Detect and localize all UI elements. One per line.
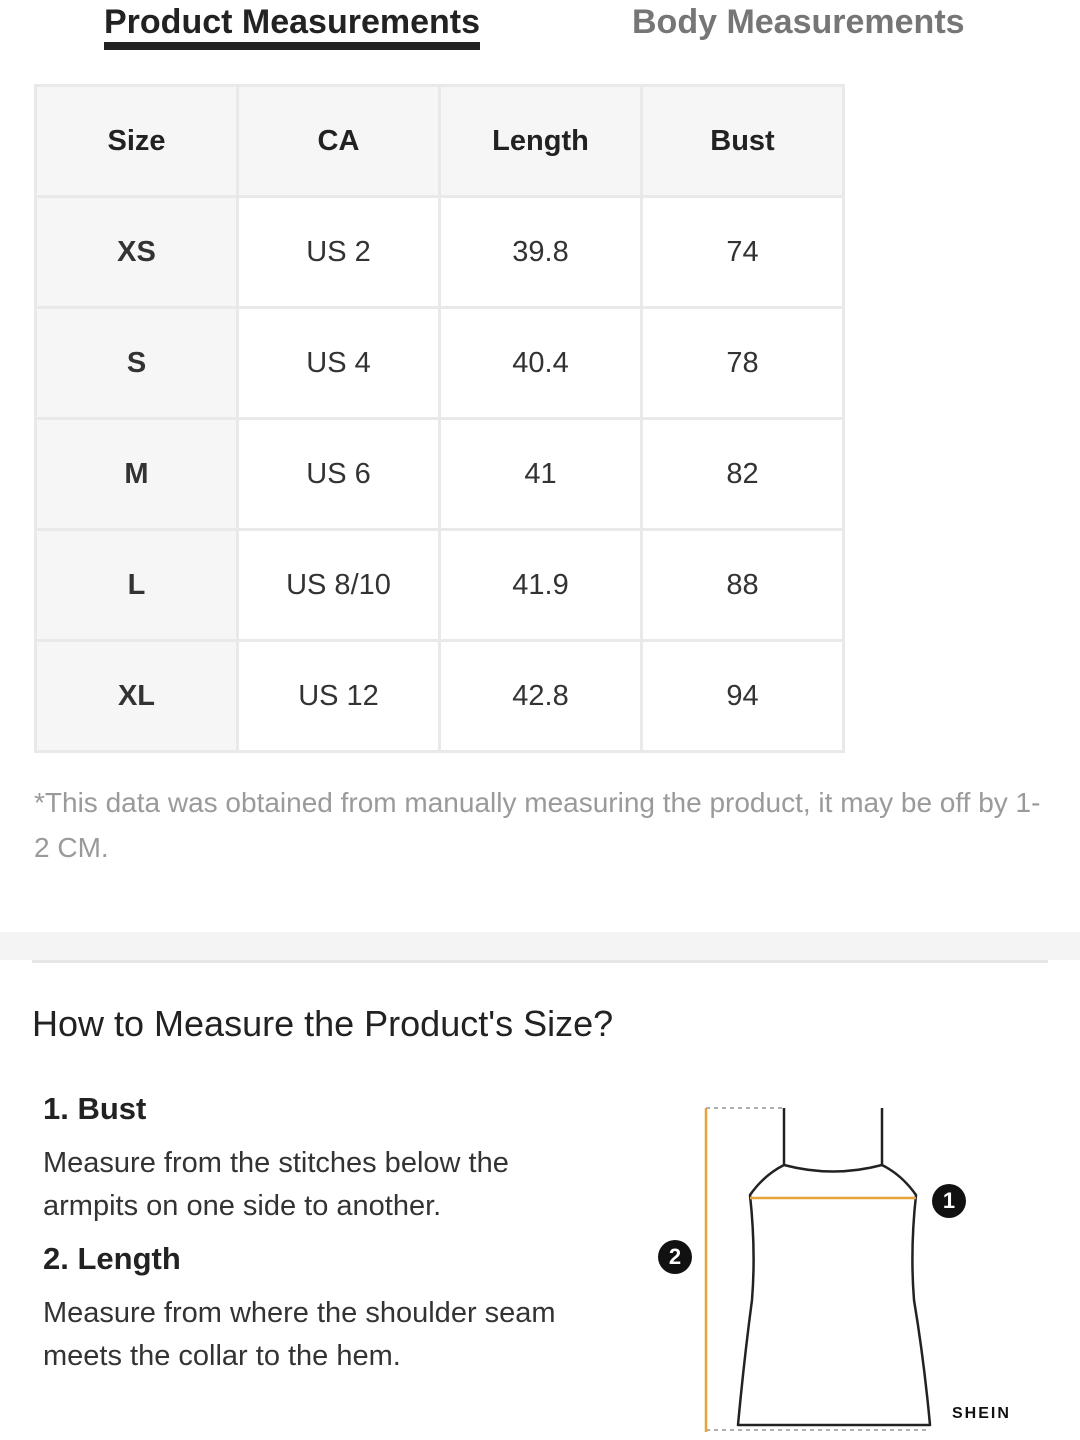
length-marker-badge: 2 bbox=[658, 1240, 692, 1274]
tab-body-measurements[interactable] bbox=[632, 0, 965, 44]
length-cell: 42.8 bbox=[440, 641, 642, 752]
size-cell: L bbox=[36, 530, 238, 641]
ca-cell: US 2 bbox=[238, 197, 440, 308]
table-row bbox=[36, 530, 844, 641]
ca-cell: US 4 bbox=[238, 308, 440, 419]
section-divider bbox=[32, 960, 1048, 963]
bust-cell: 78 bbox=[642, 308, 844, 419]
active-tab-underline bbox=[104, 42, 480, 50]
size-chart-table bbox=[34, 84, 845, 753]
step-title: 2. Length bbox=[43, 1241, 181, 1276]
size-cell: M bbox=[36, 419, 238, 530]
measure-step-length bbox=[43, 1238, 603, 1378]
measure-step-bust bbox=[43, 1088, 603, 1228]
length-cell: 39.8 bbox=[440, 197, 642, 308]
table-row bbox=[36, 197, 844, 308]
table-row bbox=[36, 641, 844, 752]
bust-cell: 74 bbox=[642, 197, 844, 308]
ca-cell: US 8/10 bbox=[238, 530, 440, 641]
size-cell: S bbox=[36, 308, 238, 419]
size-cell: XL bbox=[36, 641, 238, 752]
tab-product-label: Product Measurements bbox=[104, 3, 480, 41]
brand-watermark: SHEIN bbox=[952, 1405, 1011, 1422]
header-length: Length bbox=[440, 86, 642, 197]
step-description: Measure from where the shoulder seam meets the collar to the hem. bbox=[43, 1297, 556, 1372]
header-bust: Bust bbox=[642, 86, 844, 197]
length-cell: 41.9 bbox=[440, 530, 642, 641]
header-size: Size bbox=[36, 86, 238, 197]
header-ca: CA bbox=[238, 86, 440, 197]
camisole-neckline bbox=[784, 1165, 882, 1172]
ca-cell: US 12 bbox=[238, 641, 440, 752]
bust-cell: 82 bbox=[642, 419, 844, 530]
tab-product-measurements[interactable] bbox=[104, 0, 480, 44]
table-header-row bbox=[36, 86, 844, 197]
size-cell: XS bbox=[36, 197, 238, 308]
bust-cell: 94 bbox=[642, 641, 844, 752]
step-title: 1. Bust bbox=[43, 1091, 147, 1126]
length-cell: 41 bbox=[440, 419, 642, 530]
how-to-measure-title: How to Measure the Product's Size? bbox=[32, 1003, 614, 1044]
table-row bbox=[36, 308, 844, 419]
table-row bbox=[36, 419, 844, 530]
bust-cell: 88 bbox=[642, 530, 844, 641]
step-description: Measure from the stitches below the armpits on one side to another. bbox=[43, 1147, 509, 1222]
section-separator-band bbox=[0, 932, 1080, 960]
bust-marker-badge: 1 bbox=[932, 1184, 966, 1218]
camisole-measurement-diagram bbox=[650, 1100, 1080, 1440]
ca-cell: US 6 bbox=[238, 419, 440, 530]
measurement-disclaimer: *This data was obtained from manually measuring the product, it may be off by 1-2 CM. bbox=[34, 787, 1041, 863]
length-cell: 40.4 bbox=[440, 308, 642, 419]
camisole-outline-icon bbox=[738, 1108, 930, 1425]
tab-body-label: Body Measurements bbox=[632, 3, 965, 41]
